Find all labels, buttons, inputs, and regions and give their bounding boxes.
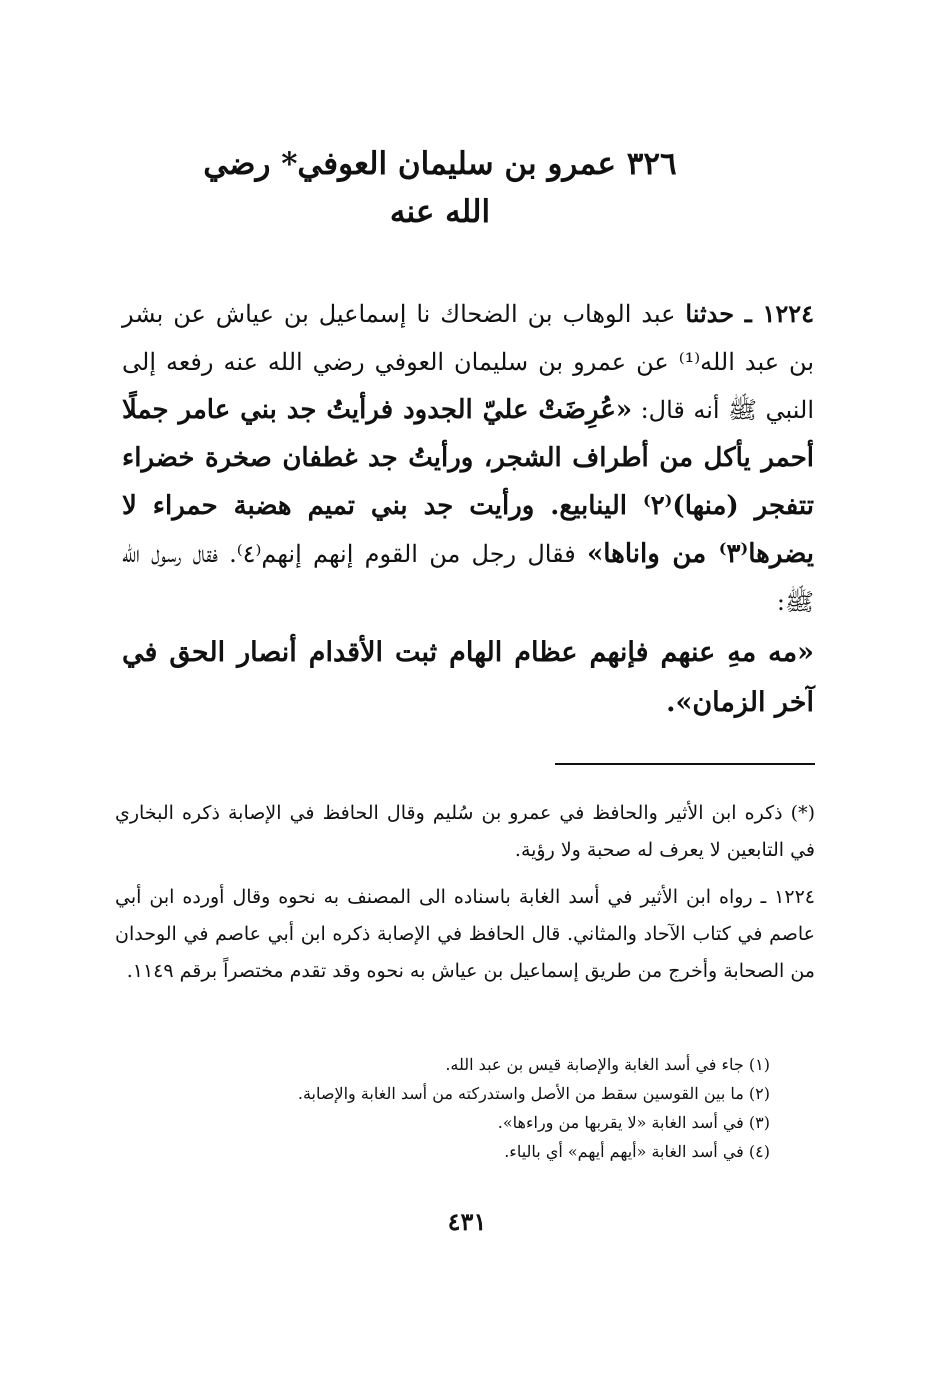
reference-2: (٢) ما بين القوسين سقط من الأصل واستدركته من أسد الغابة والإصابة. xyxy=(297,1084,770,1103)
page-number: ٤٣١ xyxy=(447,1207,487,1236)
footnote-divider xyxy=(555,763,815,765)
hadith-number: ١٢٢٤ ـ حدثنا xyxy=(685,299,814,328)
reference-1: (١) جاء في أسد الغابة والإصابة قيس بن عبد الله. xyxy=(445,1055,770,1074)
hadith-continuation: فقال رجل من القوم إنهم إنهم⁽٤⁾. فقال رسول الله ﷺ: xyxy=(122,540,814,616)
numbered-references xyxy=(260,1050,770,1166)
hadith-chain: عبد الوهاب بن الضحاك نا إسماعيل بن عياش عن بشر بن عبد الله⁽¹⁾ عن عمرو بن سليمان العوفي رضي الله عنه رفعه إلى النبي ﷺ أنه قال: xyxy=(122,300,814,424)
footnote-asterisk: (*) ذكره ابن الأثير والحافظ في عمرو بن سُليم وقال الحافظ في الإصابة ذكره البخاري في التابعين لا يعرف له صحبة ولا رؤية. xyxy=(115,802,815,861)
prophet-saying: «مه مهِ عنهم فإنهم عظام الهام ثبت الأقدام أنصار الحق في آخر الزمان». xyxy=(122,637,814,718)
footnotes xyxy=(115,795,815,1000)
hadith-text xyxy=(122,290,814,626)
reference-3: (٣) في أسد الغابة «لا يقربها من وراءها». xyxy=(497,1113,770,1132)
footnote-hadith-1224: ١٢٢٤ ـ رواه ابن الأثير في أسد الغابة باسناده الى المصنف به نحوه وقال أورده ابن أبي عاصم في كتاب الآحاد والمثاني. قال الحافظ في الإصابة ذكره ابن أبي عاصم في الوحدان من الصحابة وأخرج من طريق إسماعيل بن عياش به نحوه وقد تقدم مختصراً برقم ١١٤٩. xyxy=(115,886,815,982)
hadith-quote: «عُرِضَتْ عليّ الجدود فرأيتُ جد بني عامر جملًا أحمر يأكل من أطراف الشجر، ورأيتُ جد غطفان صخرة خضراء تتفجر (منها)⁽٢⁾ الينابيع. ورأيت جد بني تميم هضبة حمراء لا يضرها⁽٣⁾ من واناها» xyxy=(122,395,815,569)
chapter-title: ٣٢٦ عمرو بن سليمان العوفي* رضي الله عنه xyxy=(203,146,677,230)
reference-4: (٤) في أسد الغابة «أيهم أيهم» أي بالياء. xyxy=(504,1142,770,1161)
